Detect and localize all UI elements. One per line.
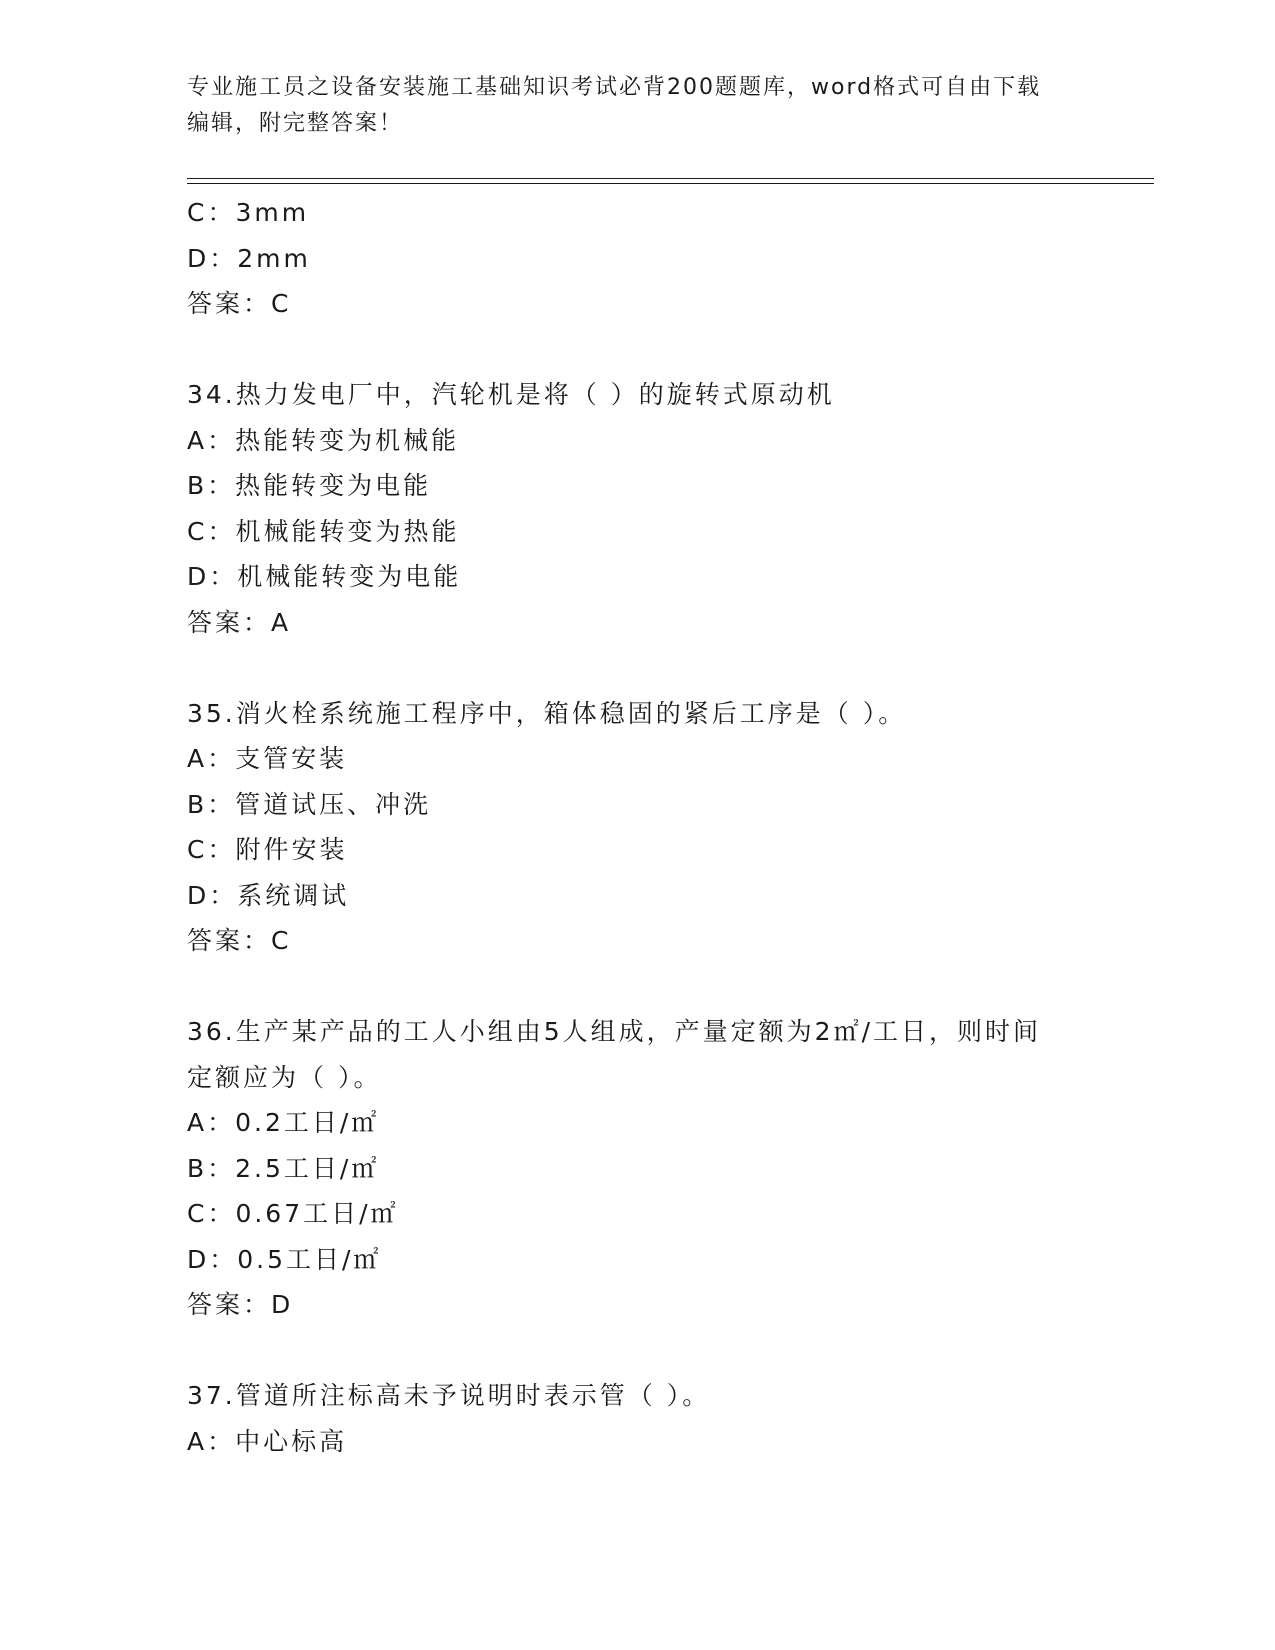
answer-label: 答案：A — [187, 607, 292, 637]
question-36-stem-line-1: 36.生产某产品的工人小组由5人组成，产量定额为2㎡/工日，则时间 — [187, 1017, 1041, 1046]
page-header — [187, 70, 1087, 142]
option-b: B：热能转变为电能 — [187, 471, 432, 500]
option-d: D：系统调试 — [187, 880, 350, 910]
option-b: B：2.5工日/㎡ — [187, 1153, 380, 1183]
option-c: C：3mm — [187, 198, 310, 227]
header-title-line-2: 编辑，附完整答案！ — [187, 111, 404, 136]
option-a: A：热能转变为机械能 — [187, 425, 460, 455]
question-35-stem: 35.消火栓系统施工程序中，箱体稳固的紧后工序是（ ）。 — [187, 698, 907, 728]
option-d: D：2mm — [187, 243, 311, 273]
answer-label: 答案：C — [187, 289, 292, 318]
option-c: C：机械能转变为热能 — [187, 516, 460, 546]
option-a: A：支管安装 — [187, 744, 348, 773]
question-37-stem: 37.管道所注标高未予说明时表示管（ ）。 — [187, 1381, 711, 1410]
question-34-stem: 34.热力发电厂中，汽轮机是将（ ）的旋转式原动机 — [187, 380, 835, 409]
option-d: D：0.5工日/㎡ — [187, 1244, 382, 1274]
option-a: A：中心标高 — [187, 1426, 348, 1456]
question-list — [187, 190, 1107, 1464]
option-a: A：0.2工日/㎡ — [187, 1108, 380, 1137]
option-c: C：0.67工日/㎡ — [187, 1199, 399, 1228]
header-title-line-1: 专业施工员之设备安装施工基础知识考试必背200题题库，word格式可自由下载 — [187, 75, 1042, 100]
option-b: B：管道试压、冲洗 — [187, 789, 432, 819]
header-divider-bottom — [187, 183, 1154, 184]
option-c: C：附件安装 — [187, 835, 348, 864]
header-divider-top — [187, 178, 1154, 179]
answer-label: 答案：D — [187, 1290, 294, 1319]
answer-label: 答案：C — [187, 926, 292, 955]
option-d: D：机械能转变为电能 — [187, 562, 462, 591]
question-36-stem-line-2: 定额应为（ ）。 — [187, 1062, 382, 1092]
